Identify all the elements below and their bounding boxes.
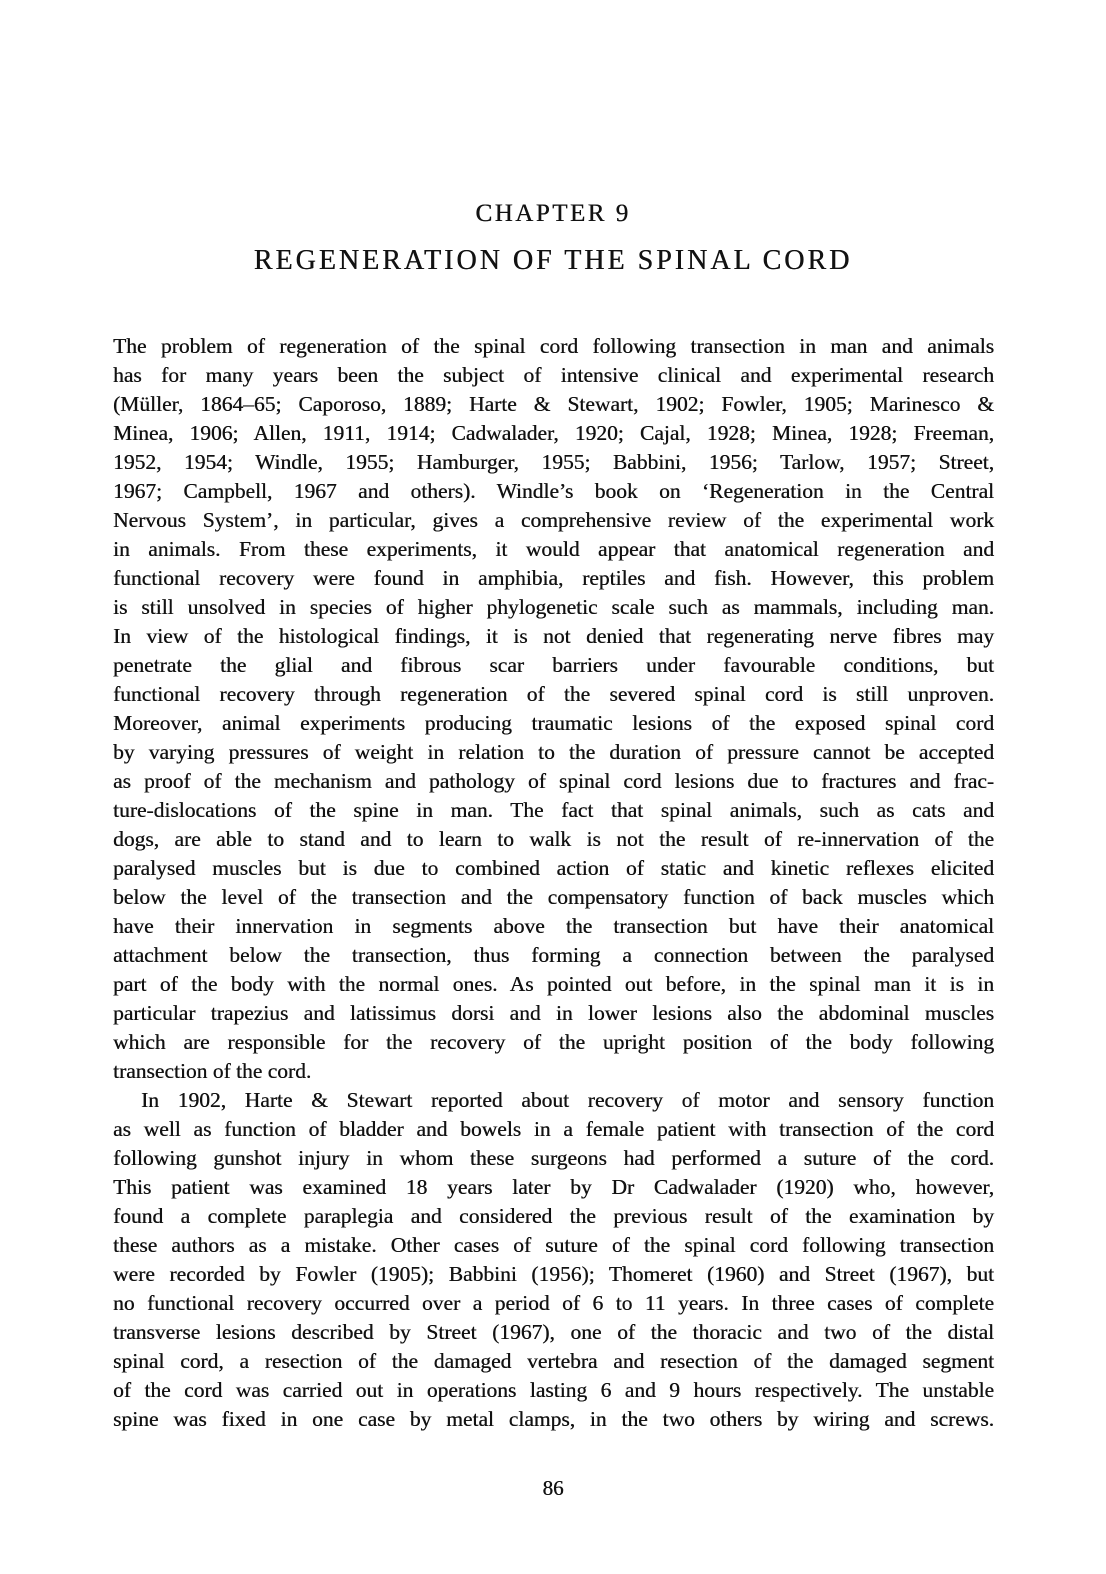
text-line: part of the body with the normal ones. As pointed out before, in the spinal man it is in (113, 972, 994, 996)
text-line: (Müller, 1864–65; Caporoso, 1889; Harte & Stewart, 1902; Fowler, 1905; Marinesco & (113, 392, 994, 416)
text-line: as well as function of bladder and bowels in a female patient with transection of the cord (113, 1117, 994, 1141)
text-line: paralysed muscles but is due to combined action of static and kinetic reflexes elicited (113, 856, 994, 880)
text-line: In 1902, Harte & Stewart reported about recovery of motor and sensory function (141, 1088, 994, 1112)
text-line: as proof of the mechanism and pathology of spinal cord lesions due to fractures and frac- (113, 769, 994, 793)
text-line: by varying pressures of weight in relation to the duration of pressure cannot be accepted (113, 740, 994, 764)
text-line: in animals. From these experiments, it would appear that anatomical regeneration and (113, 537, 994, 561)
text-line: 1967; Campbell, 1967 and others). Windle’s book on ‘Regeneration in the Central (113, 479, 994, 503)
text-line: functional recovery through regeneration of the severed spinal cord is still unproven. (113, 682, 994, 706)
text-line: dogs, are able to stand and to learn to walk is not the result of re-innervation of the (113, 827, 994, 851)
text-line: 1952, 1954; Windle, 1955; Hamburger, 1955; Babbini, 1956; Tarlow, 1957; Street, (113, 450, 994, 474)
text-line: following gunshot injury in whom these surgeons had performed a suture of the cord. (113, 1146, 994, 1170)
text-line: is still unsolved in species of higher phylogenetic scale such as mammals, including man. (113, 595, 994, 619)
text-line: below the level of the transection and the compensatory function of back muscles which (113, 885, 994, 909)
text-line: spinal cord, a resection of the damaged vertebra and resection of the damaged segment (113, 1349, 994, 1373)
text-line: functional recovery were found in amphibia, reptiles and fish. However, this problem (113, 566, 994, 590)
text-line: of the cord was carried out in operations lasting 6 and 9 hours respectively. The unstable (113, 1378, 994, 1402)
chapter-label: CHAPTER 9 (475, 200, 631, 227)
paragraph (113, 1086, 994, 1434)
paragraph (113, 332, 994, 1086)
page-number: 86 (542, 1476, 564, 1500)
text-line: penetrate the glial and fibrous scar barriers under favourable conditions, but (113, 653, 994, 677)
page-title: REGENERATION OF THE SPINAL CORD (253, 245, 853, 276)
text-line: transection of the cord. (113, 1059, 312, 1083)
body-text (113, 332, 994, 1434)
text-line: have their innervation in segments above the transection but have their anatomical (113, 914, 994, 938)
text-line: were recorded by Fowler (1905); Babbini (1956); Thomeret (1960) and Street (1967), but (113, 1262, 994, 1286)
text-line: Moreover, animal experiments producing traumatic lesions of the exposed spinal cord (113, 711, 994, 735)
text-line: which are responsible for the recovery of the upright position of the body following (113, 1030, 994, 1054)
text-line: This patient was examined 18 years later by Dr Cadwalader (1920) who, however, (113, 1175, 994, 1199)
text-line: transverse lesions described by Street (1967), one of the thoracic and two of the distal (113, 1320, 994, 1344)
text-line: found a complete paraplegia and considered the previous result of the examination by (113, 1204, 994, 1228)
text-line: no functional recovery occurred over a period of 6 to 11 years. In three cases of complete (113, 1291, 994, 1315)
text-line: ture-dislocations of the spine in man. The fact that spinal animals, such as cats and (113, 798, 994, 822)
text-line: spine was fixed in one case by metal clamps, in the two others by wiring and screws. (113, 1407, 994, 1431)
text-line: these authors as a mistake. Other cases of suture of the spinal cord following transection (113, 1233, 994, 1257)
text-line: attachment below the transection, thus forming a connection between the paralysed (113, 943, 994, 967)
text-line: Nervous System’, in particular, gives a comprehensive review of the experimental work (113, 508, 994, 532)
text-line: Minea, 1906; Allen, 1911, 1914; Cadwalader, 1920; Cajal, 1928; Minea, 1928; Freeman, (113, 421, 994, 445)
text-line: particular trapezius and latissimus dorsi and in lower lesions also the abdominal muscles (113, 1001, 994, 1025)
text-line: In view of the histological findings, it is not denied that regenerating nerve fibres may (113, 624, 994, 648)
text-line: has for many years been the subject of intensive clinical and experimental research (113, 363, 994, 387)
text-line: The problem of regeneration of the spinal cord following transection in man and animals (113, 334, 994, 358)
